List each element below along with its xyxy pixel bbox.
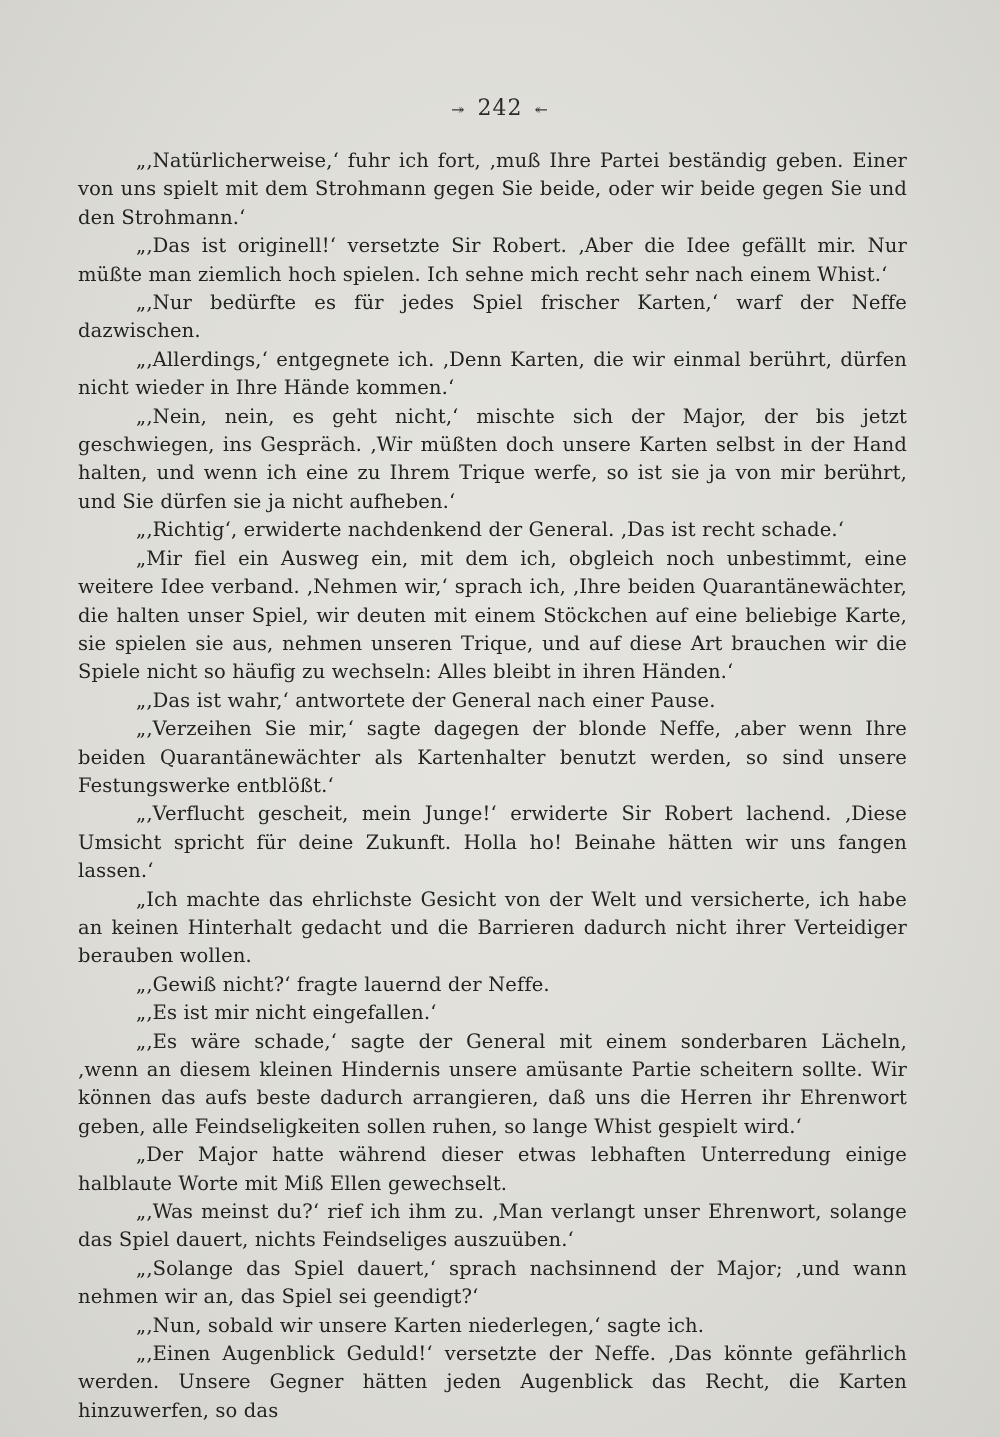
paragraph: „‚Nur bedürfte es für jedes Spiel frischer Karten,‘ warf der Neffe dazwischen. xyxy=(78,291,907,343)
paragraph: „Mir fiel ein Ausweg ein, mit dem ich, obgleich noch unbestimmt, eine weitere Idee verband. ‚Nehmen wir,‘ sprach ich, ‚Ihre beiden Quarantänewächter, die halten unser Spiel, wir deuten mit einem Stöckchen auf eine beliebige Karte, sie spielen sie aus, nehmen unseren Trique, und auf diese Art brauchen wir die Spiele nicht so häufig zu wechseln: Alles bleibt in ihren Händen.‘ xyxy=(78,546,907,684)
paragraph: „‚Nein, nein, es geht nicht,‘ mischte sich der Major, der bis jetzt geschwiegen, ins Gespräch. ‚Wir müßten doch unsere Karten selbst in der Hand halten, und wenn ich eine zu Ihrem Trique werfe, so ist sie ja von mir berührt, und Sie dürfen sie ja nicht aufheben.‘ xyxy=(78,404,907,513)
page-number: 242 xyxy=(477,96,523,121)
paragraph: „Der Major hatte während dieser etwas lebhaften Unterredung einige halblaute Worte mit Miß Ellen gewechselt. xyxy=(78,1143,907,1195)
page-header xyxy=(0,96,1000,121)
body-text xyxy=(78,147,907,1425)
paragraph: „‚Solange das Spiel dauert,‘ sprach nachsinnend der Major; ‚und wann nehmen wir an, das Spiel sei geendigt?‘ xyxy=(78,1256,907,1309)
paragraph: „‚Gewiß nicht?‘ fragte lauernd der Neffe. xyxy=(136,972,550,996)
paragraph: „‚Verflucht gescheit, mein Junge!‘ erwiderte Sir Robert lachend. ‚Diese Umsicht spricht für deine Zukunft. Holla ho! Beinahe hätten wir uns fangen lassen.‘ xyxy=(78,802,907,883)
paragraph: „‚Das ist originell!‘ versetzte Sir Robert. ‚Aber die Idee gefällt mir. Nur müßte man ziemlich hoch spielen. Ich sehne mich recht sehr nach einem Whist.‘ xyxy=(78,234,907,286)
paragraph: „‚Es ist mir nicht eingefallen.‘ xyxy=(136,1001,437,1025)
paragraph: „Ich machte das ehrlichste Gesicht von der Welt und versicherte, ich habe an keinen Hinterhalt gedacht und die Barrieren dadurch nicht ihrer Verteidiger berauben wollen. xyxy=(78,887,907,968)
paragraph: „‚Es wäre schade,‘ sagte der General mit einem sonderbaren Lächeln, ‚wenn an diesem kleinen Hindernis unsere amüsante Partie scheitern sollte. Wir können das aufs beste dadurch arrangieren, daß uns die Herren ihr Ehrenwort geben, alle Feindseligkeiten sollen ruhen, so lange Whist gespielt wird.‘ xyxy=(78,1029,907,1138)
paragraph: „‚Das ist wahr,‘ antwortete der General nach einer Pause. xyxy=(136,688,716,712)
paragraph: „‚Was meinst du?‘ rief ich ihm zu. ‚Man verlangt unser Ehrenwort, solange das Spiel dauert, nichts Feindseliges auszuüben.‘ xyxy=(78,1200,907,1252)
paragraph: „‚Richtig‘, erwiderte nachdenkend der General. ‚Das ist recht schade.‘ xyxy=(136,518,845,542)
paragraph: „‚Nun, sobald wir unsere Karten niederlegen,‘ sagte ich. xyxy=(136,1313,705,1337)
paragraph: „‚Verzeihen Sie mir,‘ sagte dagegen der blonde Neffe, ‚aber wenn Ihre beiden Quarantänewächter als Kartenhalter benutzt werden, so sind unsere Festungswerke entblößt.‘ xyxy=(78,717,907,797)
paragraph: „‚Natürlicherweise,‘ fuhr ich fort, ‚muß Ihre Partei beständig geben. Einer von uns spielt mit dem Strohmann gegen Sie beide, oder wir beide gegen Sie und den Strohmann.‘ xyxy=(78,149,907,229)
ornament-right-icon: ↞ xyxy=(534,100,549,119)
ornament-left-icon: ↠ xyxy=(451,100,466,119)
paragraph: „‚Allerdings,‘ entgegnete ich. ‚Denn Karten, die wir einmal berührt, dürfen nicht wieder in Ihre Hände kommen.‘ xyxy=(78,347,907,400)
paragraph: „‚Einen Augenblick Geduld!‘ versetzte der Neffe. ‚Das könnte gefährlich werden. Unsere Gegner hätten jeden Augenblick das Recht, die Karten hinzuwerfen, so das xyxy=(78,1342,907,1422)
